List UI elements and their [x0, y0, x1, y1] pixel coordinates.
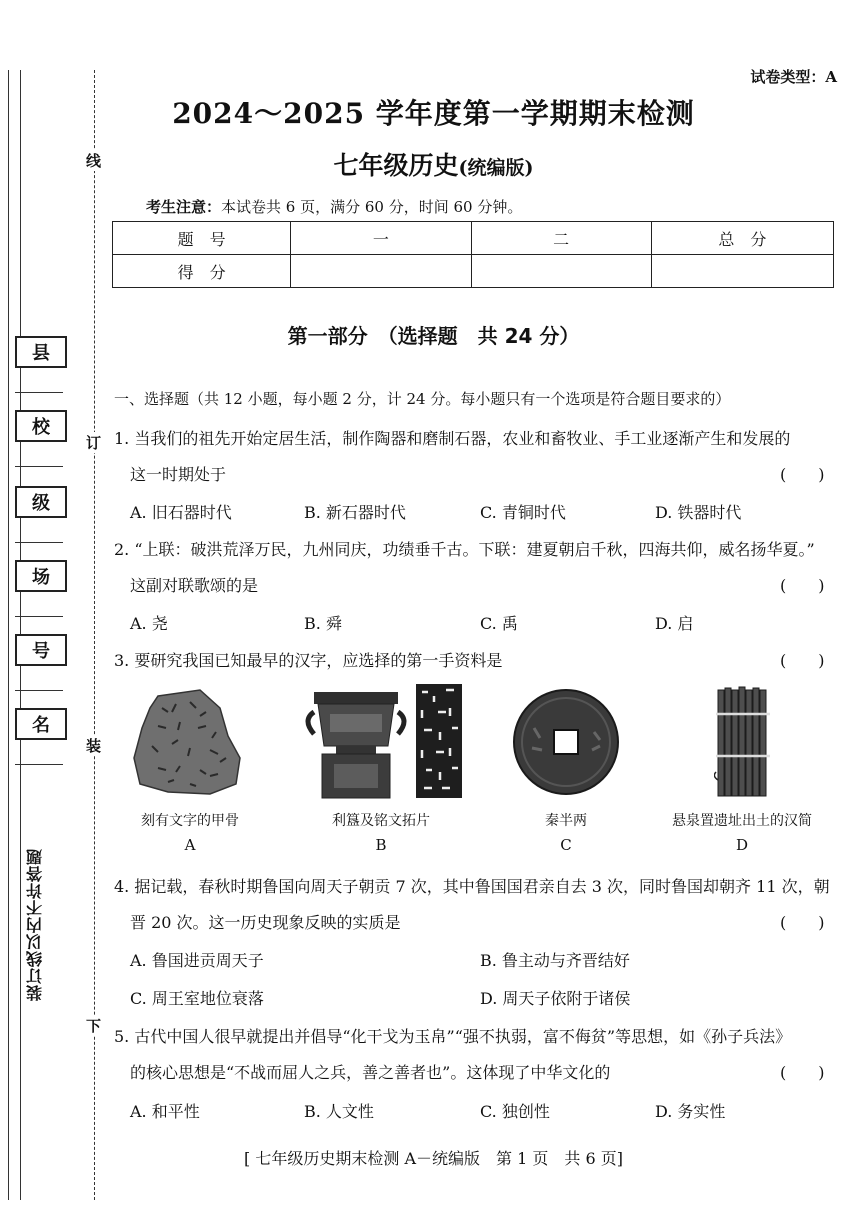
notice-label: 考生注意： — [146, 198, 222, 216]
part-title: 第一部分 （选择题 共 24 分） — [287, 324, 580, 348]
field-line-number — [15, 690, 63, 691]
score-header-one: 一 — [291, 222, 471, 255]
score-table-header-row — [113, 222, 834, 255]
section-heading: 一、选择题（共 12 小题，每小题 2 分，计 24 分。每小题只有一个选项是符合题目要求的） — [114, 390, 731, 408]
han-bamboo-slips-image[interactable] — [714, 684, 774, 800]
q5-option-d[interactable]: D. 务实性 — [655, 1102, 726, 1121]
score-cell-one[interactable] — [291, 255, 471, 288]
field-label-name: 名 — [15, 708, 67, 740]
q5-option-b[interactable]: B. 人文性 — [304, 1102, 374, 1121]
binding-warning: 装订线以内不许答题 — [22, 810, 48, 1040]
notice-text: 本试卷共 6 页，满分 60 分，时间 60 分钟。 — [221, 198, 523, 216]
subject-grade: 七年级历史 — [333, 151, 459, 180]
score-table — [112, 221, 834, 288]
figure-a-caption: 刻有文字的甲骨 — [141, 813, 239, 829]
field-label-room: 场 — [15, 560, 67, 592]
q5-line-1: 5. 古代中国人很早就提出并倡导“化干戈为玉帛”“强不执弱，富不侮贫”等思想，如《孙子兵法》 — [114, 1027, 792, 1046]
binding-char-zhuang: 装 — [86, 737, 102, 755]
q2-answer-bracket[interactable]: ( ) — [780, 576, 825, 595]
q1-line-2: 这一时期处于 — [130, 465, 227, 484]
field-label-school: 校 — [15, 410, 67, 442]
q1-answer-bracket[interactable]: ( ) — [780, 465, 825, 484]
q1-option-a[interactable]: A. 旧石器时代 — [130, 503, 232, 522]
field-line-school — [15, 466, 63, 467]
q3-line-1: 3. 要研究我国已知最早的汉字，应选择的第一手资料是 — [114, 651, 503, 670]
figure-b-caption: 利簋及铭文拓片 — [332, 813, 430, 829]
q1-option-b[interactable]: B. 新石器时代 — [304, 503, 406, 522]
q5-option-a[interactable]: A. 和平性 — [130, 1102, 200, 1121]
q5-answer-bracket[interactable]: ( ) — [780, 1063, 825, 1082]
oracle-bone-image[interactable] — [128, 688, 248, 798]
q5-option-c[interactable]: C. 独创性 — [480, 1102, 550, 1121]
q2-line-2: 这副对联歌颂的是 — [130, 576, 259, 595]
field-line-class — [15, 542, 63, 543]
page-footer: [ 七年级历史期末检测 A－统编版 第 1 页 共 6 页] — [244, 1149, 623, 1168]
q2-option-a[interactable]: A. 尧 — [130, 614, 168, 633]
q4-answer-bracket[interactable]: ( ) — [780, 913, 825, 932]
q3-answer-bracket[interactable]: ( ) — [780, 651, 825, 670]
q2-option-d[interactable]: D. 启 — [655, 614, 694, 633]
q4-line-2: 晋 20 次。这一历史现象反映的实质是 — [130, 913, 401, 932]
q4-line-1: 4. 据记载，春秋时期鲁国向周天子朝贡 7 次，其中鲁国国君亲自去 3 次，同时鲁国却朝齐 11 次，朝 — [114, 877, 830, 896]
score-header-total: 总 分 — [651, 222, 833, 255]
q1-option-c[interactable]: C. 青铜时代 — [480, 503, 566, 522]
figure-a-letter: A — [184, 836, 196, 854]
binding-char-xia: 下 — [86, 1017, 102, 1035]
figure-c-caption: 秦半两 — [545, 813, 587, 829]
q4-option-d[interactable]: D. 周天子依附于诸侯 — [480, 989, 631, 1008]
figure-c-letter: C — [560, 836, 572, 854]
field-label-class: 级 — [15, 486, 67, 518]
score-cell-total[interactable] — [651, 255, 833, 288]
figure-d-caption: 悬泉置遗址出土的汉简 — [672, 813, 812, 829]
score-row-label: 得 分 — [113, 255, 291, 288]
exam-subtitle — [0, 146, 867, 182]
exam-title: 2024～2025 学年度第一学期期末检测 — [172, 97, 695, 130]
q2-option-b[interactable]: B. 舜 — [304, 614, 342, 633]
field-label-county: 县 — [15, 336, 67, 368]
q2-option-c[interactable]: C. 禹 — [480, 614, 518, 633]
q1-line-1: 1. 当我们的祖先开始定居生活，制作陶器和磨制石器，农业和畜牧业、手工业逐渐产生和发展的 — [114, 429, 791, 448]
field-line-room — [15, 616, 63, 617]
exam-notice — [146, 196, 522, 217]
binding-line-left — [8, 70, 9, 1200]
binding-char-ding: 订 — [86, 434, 102, 452]
binding-char-xian: 线 — [86, 152, 102, 170]
field-line-name — [15, 764, 63, 765]
score-cell-two[interactable] — [471, 255, 651, 288]
field-line-county — [15, 392, 63, 393]
score-header-two: 二 — [471, 222, 651, 255]
paper-type: 试卷类型：A — [750, 68, 837, 86]
figure-d-letter: D — [735, 836, 749, 854]
figure-b-letter: B — [375, 836, 387, 854]
q4-option-a[interactable]: A. 鲁国进贡周天子 — [130, 951, 264, 970]
q4-option-c[interactable]: C. 周王室地位衰落 — [130, 989, 264, 1008]
li-gui-image[interactable] — [300, 684, 465, 800]
q5-line-2: 的核心思想是“不战而屈人之兵，善之善者也”。这体现了中华文化的 — [130, 1063, 611, 1082]
q2-line-1: 2. “上联：破洪荒泽万民，九州同庆，功绩垂千古。下联：建夏朝启千秋，四海共仰，威名扬华夏。” — [114, 540, 815, 559]
field-label-number: 号 — [15, 634, 67, 666]
banliang-coin-image[interactable] — [510, 688, 622, 796]
score-table-score-row — [113, 255, 834, 288]
score-header-question: 题 号 — [113, 222, 291, 255]
q1-option-d[interactable]: D. 铁器时代 — [655, 503, 742, 522]
q4-option-b[interactable]: B. 鲁主动与齐晋结好 — [480, 951, 630, 970]
edition: (统编版) — [458, 157, 534, 179]
